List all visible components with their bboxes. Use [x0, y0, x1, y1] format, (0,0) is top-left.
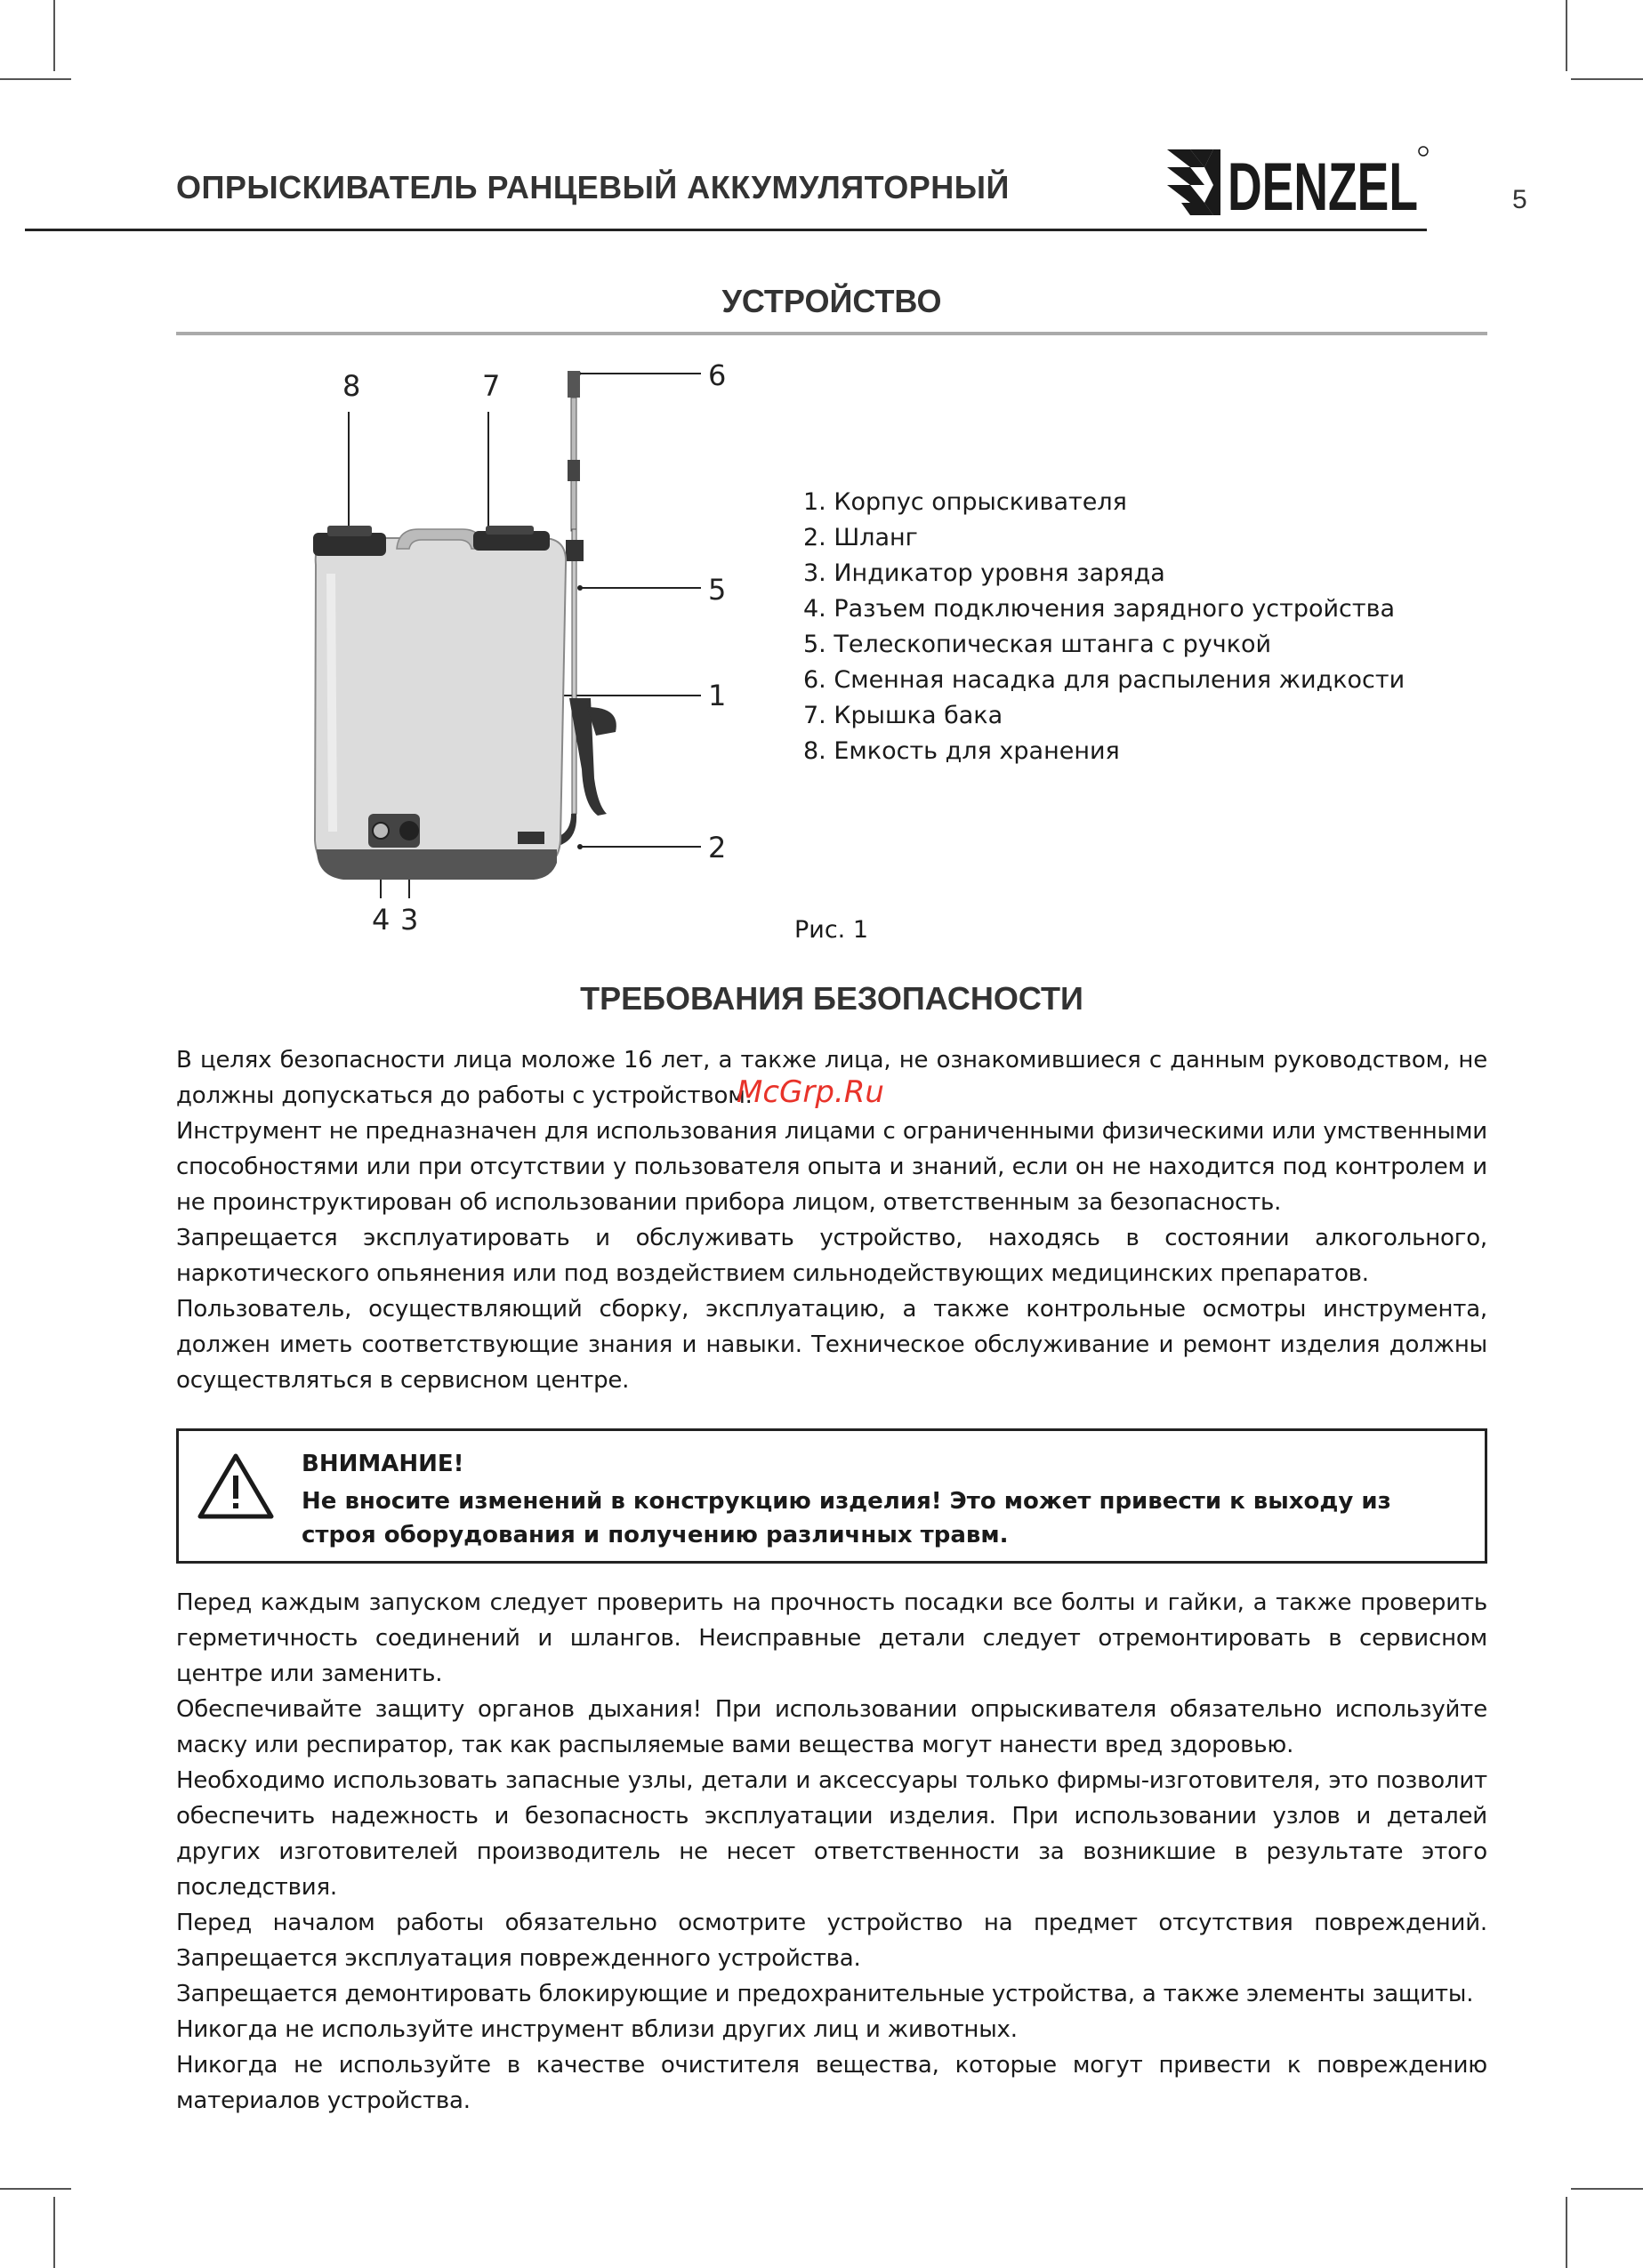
crop-mark	[1571, 78, 1643, 80]
section-rule	[176, 332, 1487, 335]
paragraph: Запрещается эксплуатировать и обслуживать устройство, находясь в состоянии алкогольного, наркотического опьянения или под воздействием сильнодействующих медицинских препаратов.	[176, 1225, 1487, 1287]
watermark: McGrp.Ru	[737, 1074, 884, 1110]
parts-list-item: 6. Сменная насадка для распыления жидкости	[803, 666, 1405, 694]
crop-mark	[53, 2197, 55, 2268]
callout-4: 4	[372, 903, 391, 937]
parts-list-item: 4. Разъем подключения зарядного устройства	[803, 595, 1396, 623]
parts-list-item: 2. Шланг	[803, 524, 918, 551]
parts-list-item: 8. Емкость для хранения	[803, 737, 1120, 765]
warning-triangle-icon	[197, 1451, 275, 1522]
warning-box	[176, 1428, 1487, 1564]
page-number: 5	[1512, 185, 1527, 214]
paragraph: Запрещается демонтировать блокирующие и предохранительные устройства, а также элементы защиты.	[176, 1981, 1474, 2007]
crop-mark	[53, 0, 55, 71]
parts-list-item: 7. Крышка бака	[803, 702, 1003, 729]
crop-mark	[1566, 2197, 1567, 2268]
callout-3: 3	[400, 903, 419, 937]
brand-logo	[1164, 142, 1432, 225]
safety-text-block-2	[176, 1585, 1487, 2119]
paragraph: Никогда не используйте в качестве очистителя вещества, которые могут привести к повреждению материалов устройства.	[176, 2052, 1487, 2114]
paragraph: Необходимо использовать запасные узлы, детали и аксессуары только фирмы-изготовителя, это позволит обеспечить надежность и безопасность эксплуатации изделия. При использовании узлов и деталей других изготовителей производитель не несет ответственности за возникшие в результате этого последствия.	[176, 1767, 1487, 1901]
paragraph: Обеспечивайте защиту органов дыхания! При использовании опрыскивателя обязательно используйте маску или респиратор, так как распыляемые вами вещества могут нанести вред здоровью.	[176, 1696, 1487, 1758]
paragraph: В целях безопасности лица моложе 16 лет, а также лица, не ознакомившиеся с данным руководством, не должны допускаться до работы с устройством.	[176, 1047, 1487, 1109]
callout-1: 1	[708, 679, 727, 712]
parts-list-item: 3. Индикатор уровня заряда	[803, 559, 1165, 587]
parts-list-item: 1. Корпус опрыскивателя	[803, 488, 1127, 516]
section-title-device: УСТРОЙСТВО	[721, 283, 942, 319]
parts-list-item: 5. Телескопическая штанга с ручкой	[803, 631, 1272, 658]
callout-8: 8	[342, 369, 361, 403]
tank-icon	[313, 526, 566, 880]
crop-mark	[0, 78, 71, 80]
crop-mark	[1571, 2188, 1643, 2190]
callout-5: 5	[708, 573, 727, 607]
header-rule	[25, 229, 1427, 231]
document-header-title: ОПРЫСКИВАТЕЛЬ РАНЦЕВЫЙ АККУМУЛЯТОРНЫЙ	[176, 169, 1010, 205]
paragraph: Инструмент не предназначен для использования лицами с ограниченными физическими или умственными способностями или при отсутствии у пользователя опыта и знаний, если он не находится под контролем и не проинструктирован об использовании прибора лицом, ответственным за безопасность.	[176, 1118, 1487, 1216]
warning-title: ВНИМАНИЕ!	[302, 1451, 464, 1477]
crop-mark	[1566, 0, 1567, 71]
crop-mark	[0, 2188, 71, 2190]
parts-list	[803, 485, 1405, 769]
paragraph: Перед началом работы обязательно осмотрите устройство на предмет отсутствия повреждений. Запрещается эксплуатация поврежденного устройства.	[176, 1910, 1487, 1972]
paragraph: Пользователь, осуществляющий сборку, эксплуатацию, а также контрольные осмотры инструмента, должен иметь соответствующие знания и навыки. Техническое обслуживание и ремонт изделия должны осуществляться в сервисном центре.	[176, 1296, 1487, 1394]
paragraph: Никогда не используйте инструмент вблизи других лиц и животных.	[176, 2016, 1018, 2043]
warning-text: Не вносите изменений в конструкцию изделия! Это может привести к выходу из строя оборудования и получению различных травм.	[302, 1488, 1391, 1548]
section-title-safety: ТРЕБОВАНИЯ БЕЗОПАСНОСТИ	[580, 980, 1083, 1017]
figure-caption: Рис. 1	[794, 916, 869, 944]
sprayer-figure	[285, 351, 783, 974]
brand-name: DENZEL	[1228, 149, 1418, 225]
callout-6: 6	[708, 358, 727, 392]
paragraph: Перед каждым запуском следует проверить на прочность посадки все болты и гайки, а также проверить герметичность соединений и шлангов. Неисправные детали следует отремонтировать в сервисном центре или заменить.	[176, 1589, 1487, 1687]
callout-7: 7	[482, 369, 501, 403]
callout-2: 2	[708, 831, 727, 865]
